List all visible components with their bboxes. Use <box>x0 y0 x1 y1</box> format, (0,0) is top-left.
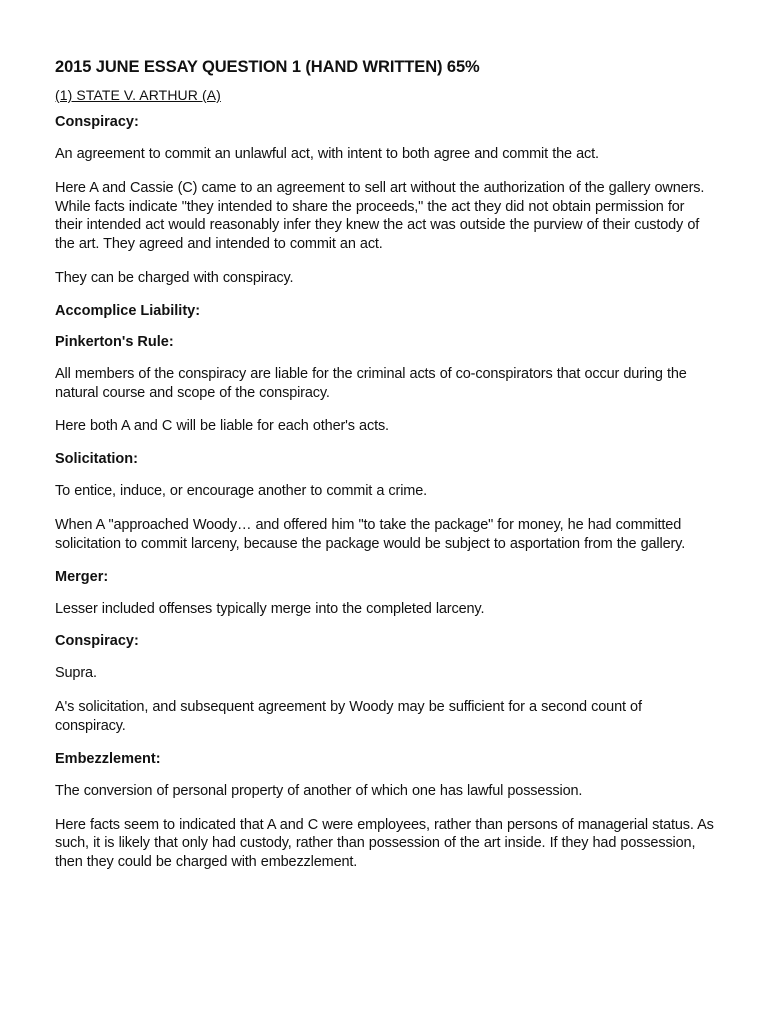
paragraph: All members of the conspiracy are liable for the criminal acts of co-conspirators that occur during the natural course and scope of the conspiracy. <box>55 365 687 401</box>
paragraph: Here both A and C will be liable for each other's acts. <box>55 418 389 435</box>
paragraph: Lesser included offenses typically merge into the completed larceny. <box>55 600 485 617</box>
section-heading-pinkertons-rule: Pinkerton's Rule: <box>55 333 174 350</box>
section-heading-conspiracy: Conspiracy: <box>55 114 139 130</box>
paragraph: An agreement to commit an unlawful act, with intent to both agree and commit the act. <box>55 146 599 162</box>
paragraph: They can be charged with conspiracy. <box>55 269 294 286</box>
paragraph: The conversion of personal property of another of which one has lawful possession. <box>55 782 583 799</box>
section-heading-accomplice-liability: Accomplice Liability: <box>55 302 201 319</box>
section-heading-merger: Merger: <box>55 568 109 585</box>
section-heading-embezzlement: Embezzlement: <box>55 750 161 767</box>
section-heading-conspiracy-2: Conspiracy: <box>55 633 139 650</box>
paragraph: When A "approached Woody… and offered him "to take the package" for money, he had committed solicitation to commit larceny, because the package would be subject to asportation from the gallery. <box>55 516 686 552</box>
section-heading-solicitation: Solicitation: <box>55 451 138 468</box>
case-heading: (1) STATE V. ARTHUR (A) <box>55 87 221 103</box>
paragraph: Here A and Cassie (C) came to an agreement to sell art without the authorization of the gallery owners. While facts indicate "they intended to share the proceeds," the act they did not obtain permission for their intended act would reasonably infer they knew the act was outside the purview of their custody of the art. They agreed and intended to commit an act. <box>55 179 705 253</box>
paragraph: To entice, induce, or encourage another to commit a crime. <box>55 483 427 500</box>
paragraph: A's solicitation, and subsequent agreement by Woody may be sufficient for a second count of conspiracy. <box>55 699 642 734</box>
paragraph: Here facts seem to indicated that A and C were employees, rather than persons of managerial status. As such, it is likely that only had custody, rather than possession of the art inside. If they had possession, then they could be charged with embezzlement. <box>55 816 714 871</box>
document-title: 2015 JUNE ESSAY QUESTION 1 (HAND WRITTEN) 65% <box>55 58 480 76</box>
paragraph: Supra. <box>55 665 97 682</box>
document-body <box>55 58 715 887</box>
